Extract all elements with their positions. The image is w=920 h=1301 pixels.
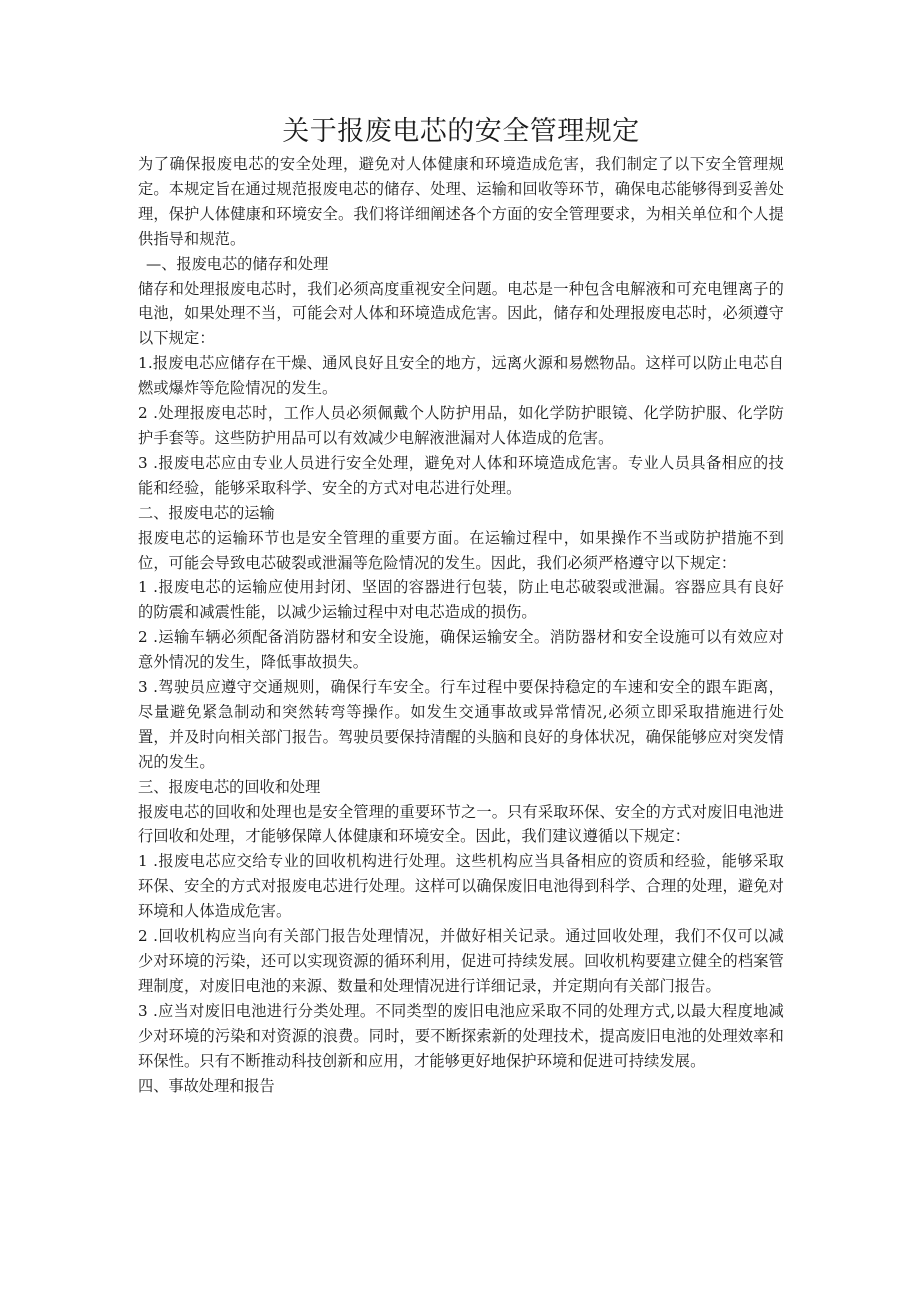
list-item: 3 .应当对废旧电池进行分类处理。不同类型的废旧电池应采取不同的处理方式,以最大程度地减少对环境的污染和对资源的浪费。同时，要不断探索新的处理技术，提高废旧电池的处理效率和环保性。只有不断推动科技创新和应用，才能够更好地保护环境和促进可持续发展。 — [138, 1001, 784, 1070]
section-heading-transport: 二、报废电芯的运输 — [138, 503, 275, 522]
section-heading-accidents: 四、事故处理和报告 — [138, 1076, 275, 1095]
section-intro-recycling: 报废电芯的回收和处理也是安全管理的重要环节之一。只有采取环保、安全的方式对废旧电池进行回收和处理，才能够保障人体健康和环境安全。因此，我们建议遵循以下规定： — [138, 802, 784, 846]
list-item: 1 .报废电芯的运输应使用封闭、坚固的容器进行包装，防止电芯破裂或泄漏。容器应具有良好的防震和减震性能，以减少运输过程中对电芯造成的损伤。 — [138, 578, 784, 622]
list-item: 2 .运输车辆必须配备消防器材和安全设施，确保运输安全。消防器材和安全设施可以有效应对意外情况的发生，降低事故损失。 — [138, 628, 784, 672]
list-item: 1 .报废电芯应交给专业的回收机构进行处理。这些机构应当具备相应的资质和经验，能够采取环保、安全的方式对报废电芯进行处理。这样可以确保废旧电池得到科学、合理的处理，避免对环境和人体造成危害。 — [138, 852, 784, 921]
document-page — [138, 112, 784, 1098]
list-item: 3 .驾驶员应遵守交通规则，确保行车安全。行车过程中要保持稳定的车速和安全的跟车距离，尽量避免紧急制动和突然转弯等操作。如发生交通事故或异常情况,必须立即采取措施进行处置，并及时向相关部门报告。驾驶员要保持清醒的头脑和良好的身体状况，确保能够应对突发情况的发生。 — [138, 678, 784, 771]
section-intro-storage: 储存和处理报废电芯时，我们必须高度重视安全问题。电芯是一种包含电解液和可充电锂离子的电池，如果处理不当，可能会对人体和环境造成危害。因此，储存和处理报废电芯时，必须遵守以下规定： — [138, 279, 784, 348]
list-item: 3 .报废电芯应由专业人员进行安全处理，避免对人体和环境造成危害。专业人员具备相应的技能和经验，能够采取科学、安全的方式对电芯进行处理。 — [138, 453, 784, 497]
intro-paragraph: 为了确保报废电芯的安全处理，避免对人体健康和环境造成危害，我们制定了以下安全管理规定。本规定旨在通过规范报废电芯的储存、处理、运输和回收等环节，确保电芯能够得到妥善处理，保护人体健康和环境安全。我们将详细阐述各个方面的安全管理要求，为相关单位和个人提供指导和规范。 — [138, 155, 784, 248]
list-item: 2 .回收机构应当向有关部门报告处理情况，并做好相关记录。通过回收处理，我们不仅可以减少对环境的污染，还可以实现资源的循环利用，促进可持续发展。回收机构要建立健全的档案管理制度，对废旧电池的来源、数量和处理情况进行详细记录，并定期向有关部门报告。 — [138, 927, 784, 995]
section-intro-transport: 报废电芯的运输环节也是安全管理的重要方面。在运输过程中，如果操作不当或防护措施不到位，可能会导致电芯破裂或泄漏等危险情况的发生。因此，我们必须严格遵守以下规定： — [138, 528, 784, 572]
list-item: 2 .处理报废电芯时，工作人员必须佩戴个人防护用品，如化学防护眼镜、化学防护服、化学防护手套等。这些防护用品可以有效减少电解液泄漏对人体造成的危害。 — [138, 404, 784, 447]
section-heading-storage: —、报废电芯的储存和处理 — [146, 254, 329, 273]
document-title: 关于报废电芯的安全管理规定 — [282, 116, 640, 147]
section-heading-recycling: 三、报废电芯的回收和处理 — [138, 777, 321, 796]
list-item: 1.报废电芯应储存在干燥、通风良好且安全的地方，远离火源和易燃物品。这样可以防止电芯自燃或爆炸等危险情况的发生。 — [138, 354, 784, 398]
